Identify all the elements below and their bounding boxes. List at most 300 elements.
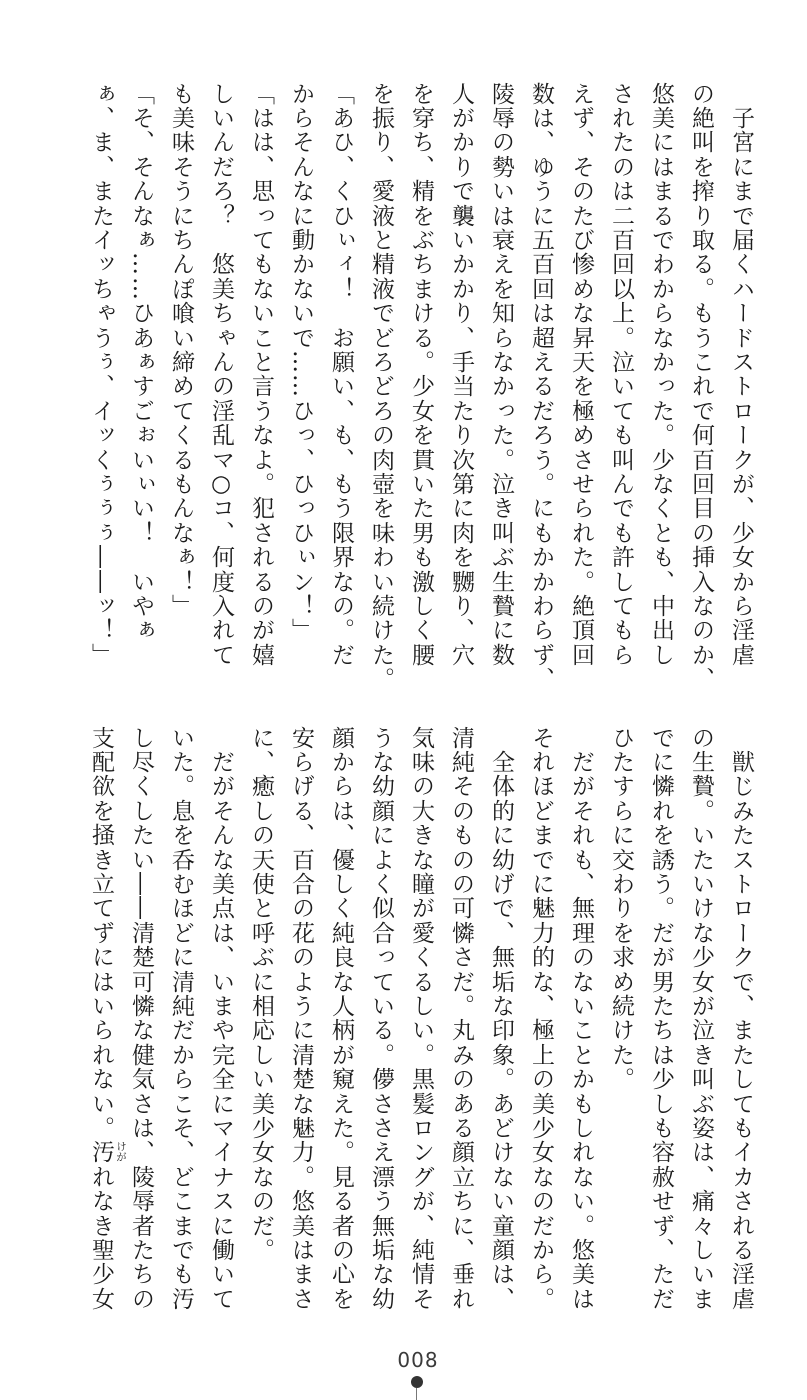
glyph: 、 <box>208 520 234 544</box>
glyph: れ <box>728 1213 754 1237</box>
glyph: 、 <box>408 1213 434 1237</box>
glyph: れ <box>88 1164 114 1188</box>
glyph: れ <box>568 823 594 847</box>
glyph: る <box>248 569 274 593</box>
glyph: 陵 <box>488 81 514 105</box>
glyph: 少 <box>688 945 714 969</box>
glyph: の <box>328 593 354 617</box>
glyph: な <box>688 920 714 944</box>
glyph: に <box>208 1213 234 1237</box>
glyph: だ <box>448 969 474 993</box>
glyph: 超 <box>528 325 554 349</box>
glyph: な <box>368 1262 394 1286</box>
glyph: し <box>248 1042 274 1066</box>
glyph: ぶ <box>488 545 514 569</box>
glyph: て <box>168 398 194 422</box>
glyph: 味 <box>408 750 434 774</box>
glyph: 中 <box>648 593 674 617</box>
glyph: 、 <box>88 154 114 178</box>
glyph: 天 <box>248 847 274 871</box>
glyph: 搾 <box>688 179 714 203</box>
glyph: 「 <box>248 81 274 105</box>
glyph: ず <box>648 1213 674 1237</box>
glyph: 、 <box>648 1237 674 1261</box>
glyph: ま <box>408 276 434 300</box>
glyph: 汚 <box>88 1140 114 1164</box>
glyph: そ <box>568 798 594 822</box>
glyph: 可 <box>128 969 154 993</box>
text-block-top <box>89 81 753 691</box>
glyph: 美 <box>648 106 674 130</box>
text-column <box>569 81 593 666</box>
glyph: … <box>288 349 314 373</box>
glyph: 淫 <box>208 398 234 422</box>
glyph: け <box>688 896 714 920</box>
glyph <box>129 544 153 568</box>
glyph: の <box>448 798 474 822</box>
text-column <box>729 81 753 666</box>
text-column <box>489 81 513 666</box>
glyph: ご <box>128 398 154 422</box>
glyph: ぅ <box>88 496 114 520</box>
glyph: え <box>368 1140 394 1164</box>
glyph: 、 <box>448 1237 474 1261</box>
glyph: か <box>728 569 754 593</box>
glyph: で <box>688 398 714 422</box>
glyph: る <box>168 447 194 471</box>
glyph: い <box>488 1189 514 1213</box>
glyph: ぅ <box>88 349 114 373</box>
glyph: コ <box>208 496 234 520</box>
glyph: 許 <box>608 545 634 569</box>
glyph: お <box>328 325 354 349</box>
glyph: い <box>448 228 474 252</box>
glyph: も <box>568 847 594 871</box>
glyph: ら <box>528 618 554 642</box>
glyph: 贄 <box>688 774 714 798</box>
glyph: 、 <box>328 447 354 471</box>
glyph: イ <box>88 398 114 422</box>
glyph: 力 <box>288 1140 314 1164</box>
glyph: う <box>528 447 554 471</box>
glyph: は <box>528 106 554 130</box>
glyph: 入 <box>688 569 714 593</box>
glyph: 純 <box>328 920 354 944</box>
glyph: ど <box>368 325 394 349</box>
glyph: イ <box>208 1140 234 1164</box>
glyph: れ <box>568 1140 594 1164</box>
glyph: ま <box>208 993 234 1017</box>
glyph: し <box>408 593 434 617</box>
text-column <box>449 81 473 666</box>
glyph: に <box>248 725 274 749</box>
glyph: 泣 <box>688 1018 714 1042</box>
glyph: 気 <box>408 725 434 749</box>
glyph: か <box>328 750 354 774</box>
glyph: る <box>408 969 434 993</box>
glyph: ス <box>728 349 754 373</box>
glyph: れ <box>568 520 594 544</box>
glyph: わ <box>648 252 674 276</box>
glyph: そ <box>128 154 154 178</box>
glyph: く <box>408 618 434 642</box>
glyph: か <box>168 1042 194 1066</box>
glyph: ス <box>728 847 754 871</box>
glyph: 、 <box>528 667 554 691</box>
glyph: に <box>288 1018 314 1042</box>
glyph: あ <box>328 106 354 130</box>
glyph: ち <box>128 1262 154 1286</box>
glyph: 顔 <box>448 1140 474 1164</box>
glyph: か <box>648 276 674 300</box>
glyph: 第 <box>448 471 474 495</box>
glyph: け <box>408 301 434 325</box>
glyph: う <box>368 725 394 749</box>
glyph: た <box>488 423 514 447</box>
glyph: さ <box>448 945 474 969</box>
glyph: 誘 <box>648 847 674 871</box>
glyph: う <box>368 1189 394 1213</box>
glyph: 叫 <box>488 520 514 544</box>
glyph: が <box>448 106 474 130</box>
glyph: 垂 <box>448 1262 474 1286</box>
glyph: 美 <box>568 1262 594 1286</box>
glyph: え <box>528 349 554 373</box>
glyph: ら <box>288 106 314 130</box>
glyph: グ <box>408 1164 434 1188</box>
glyph: な <box>128 1018 154 1042</box>
glyph: い <box>408 1018 434 1042</box>
glyph: 々 <box>688 1213 714 1237</box>
glyph: 美 <box>528 1091 554 1115</box>
glyph: も <box>168 471 194 495</box>
glyph: だ <box>168 1018 194 1042</box>
glyph: 締 <box>168 349 194 373</box>
text-column <box>649 725 673 1310</box>
glyph: 。 <box>328 1140 354 1164</box>
glyph: こ <box>168 1091 194 1115</box>
glyph: 「 <box>328 81 354 105</box>
glyph: の <box>208 374 234 398</box>
glyph: 応 <box>248 1018 274 1042</box>
glyph: ん <box>208 349 234 373</box>
glyph: く <box>408 945 434 969</box>
glyph: そ <box>168 154 194 178</box>
glyph: ろ <box>368 349 394 373</box>
glyph: ず <box>88 920 114 944</box>
glyph: て <box>208 1286 234 1310</box>
glyph: 当 <box>448 374 474 398</box>
glyph: さ <box>608 81 634 105</box>
glyph: 何 <box>688 423 714 447</box>
glyph: 出 <box>648 618 674 642</box>
glyph: 垢 <box>488 969 514 993</box>
glyph: わ <box>608 872 634 896</box>
glyph: 癒 <box>248 774 274 798</box>
glyph: は <box>248 106 274 130</box>
glyph: き <box>688 1042 714 1066</box>
glyph: れ <box>88 1042 114 1066</box>
glyph: る <box>288 798 314 822</box>
glyph: う <box>288 993 314 1017</box>
text-column <box>369 81 393 691</box>
glyph: も <box>568 1091 594 1115</box>
glyph: な <box>528 1164 554 1188</box>
glyph: 願 <box>328 349 354 373</box>
glyph: ひ <box>608 725 634 749</box>
glyph: 合 <box>368 920 394 944</box>
glyph: ぃ <box>328 228 354 252</box>
page-marker-line <box>416 1388 417 1400</box>
page-number: 008 <box>397 1348 439 1372</box>
glyph: 肉 <box>448 520 474 544</box>
glyph: … <box>128 252 154 276</box>
glyph: っ <box>248 203 274 227</box>
glyph: も <box>608 423 634 447</box>
glyph: ッ <box>88 593 114 617</box>
glyph: な <box>208 847 234 871</box>
glyph: 男 <box>648 969 674 993</box>
glyph: ら <box>568 496 594 520</box>
glyph: し <box>248 798 274 822</box>
glyph: 手 <box>448 349 474 373</box>
glyph: 。 <box>528 1286 554 1310</box>
glyph: の <box>448 847 474 871</box>
glyph: と <box>568 1042 594 1066</box>
glyph: だ <box>648 1286 674 1310</box>
glyph: ハ <box>728 276 754 300</box>
glyph: な <box>88 1067 114 1091</box>
glyph: 続 <box>368 593 394 617</box>
glyph: 立 <box>448 1164 474 1188</box>
glyph: か <box>648 349 674 373</box>
glyph: の <box>288 945 314 969</box>
glyph: は <box>288 1237 314 1261</box>
glyph: ぁ <box>128 228 154 252</box>
glyph: 憐 <box>128 993 154 1017</box>
text-column <box>649 81 673 666</box>
glyph: く <box>128 774 154 798</box>
glyph: ま <box>88 130 114 154</box>
glyph: に <box>88 945 114 969</box>
glyph: 衰 <box>488 228 514 252</box>
glyph: 配 <box>88 750 114 774</box>
glyph: 数 <box>528 81 554 105</box>
glyph: 、 <box>488 1286 514 1310</box>
glyph: だ <box>208 750 234 774</box>
glyph: 二 <box>608 203 634 227</box>
glyph: て <box>368 969 394 993</box>
glyph: の <box>688 725 714 749</box>
glyph: 勢 <box>488 154 514 178</box>
glyph: も <box>168 1262 194 1286</box>
text-column <box>289 81 313 642</box>
text-column <box>209 81 233 666</box>
glyph: ひ <box>288 471 314 495</box>
glyph: は <box>248 130 274 154</box>
glyph: ぁ <box>128 349 154 373</box>
glyph: ぉ <box>128 423 154 447</box>
glyph: 液 <box>368 276 394 300</box>
glyph: い <box>608 374 634 398</box>
glyph: の <box>528 1067 554 1091</box>
glyph: か <box>688 642 714 666</box>
glyph: い <box>368 993 394 1017</box>
glyph: 黒 <box>408 1067 434 1091</box>
glyph: は <box>88 969 114 993</box>
glyph: 男 <box>408 520 434 544</box>
glyph: し <box>728 1067 754 1091</box>
glyph: 、 <box>408 154 434 178</box>
glyph: 呑 <box>168 847 194 871</box>
glyph: も <box>528 520 554 544</box>
glyph: は <box>608 179 634 203</box>
glyph: ん <box>288 154 314 178</box>
glyph: い <box>248 301 274 325</box>
glyph: い <box>568 1189 594 1213</box>
glyph: か <box>488 374 514 398</box>
glyph: 純 <box>408 1237 434 1261</box>
glyph: 辱 <box>488 106 514 130</box>
glyph: 立 <box>88 872 114 896</box>
glyph: 汚 <box>168 1286 194 1310</box>
glyph: 窺 <box>328 1067 354 1091</box>
glyph: 。 <box>568 569 594 593</box>
glyph: 女 <box>688 969 714 993</box>
glyph: 瞳 <box>408 872 434 896</box>
glyph: 楚 <box>288 1067 314 1091</box>
glyph: ？ <box>208 203 234 227</box>
glyph: 全 <box>488 750 514 774</box>
glyph: 味 <box>168 130 194 154</box>
glyph: 犯 <box>248 496 274 520</box>
glyph: 幼 <box>368 774 394 798</box>
page-marker-dot-icon <box>411 1376 423 1388</box>
glyph: ぅ <box>88 471 114 495</box>
glyph: 求 <box>608 945 634 969</box>
glyph: な <box>568 301 594 325</box>
glyph: の <box>568 179 594 203</box>
glyph: イ <box>728 1140 754 1164</box>
glyph: こ <box>568 1018 594 1042</box>
glyph: 童 <box>488 1213 514 1237</box>
glyph: い <box>208 1262 234 1286</box>
glyph: い <box>368 569 394 593</box>
glyph: 穴 <box>448 642 474 666</box>
glyph: い <box>688 823 714 847</box>
glyph: を <box>408 423 434 447</box>
glyph: 象 <box>488 1042 514 1066</box>
glyph: あ <box>448 1091 474 1115</box>
glyph: も <box>328 423 354 447</box>
glyph: 数 <box>488 642 514 666</box>
text-column <box>449 725 473 1310</box>
glyph: 届 <box>728 228 754 252</box>
glyph: き <box>488 496 514 520</box>
glyph: 愛 <box>408 920 434 944</box>
glyph: 見 <box>328 1164 354 1188</box>
glyph: ら <box>728 593 754 617</box>
glyph: ー <box>728 423 754 447</box>
glyph: で <box>488 896 514 920</box>
glyph: ゆ <box>528 154 554 178</box>
glyph: ず <box>528 642 554 666</box>
glyph: 。 <box>648 423 674 447</box>
text-column <box>609 725 633 1091</box>
glyph: ま <box>728 179 754 203</box>
glyph: た <box>728 823 754 847</box>
glyph: も <box>608 618 634 642</box>
glyph: の <box>328 1237 354 1261</box>
glyph: 聖 <box>88 1237 114 1261</box>
glyph: 以 <box>608 276 634 300</box>
glyph: の <box>688 520 714 544</box>
glyph: ー <box>728 920 754 944</box>
glyph: め <box>608 969 634 993</box>
glyph: う <box>168 179 194 203</box>
glyph: き <box>408 823 434 847</box>
glyph: な <box>488 993 514 1017</box>
glyph: に <box>648 130 674 154</box>
glyph: ま <box>168 1213 194 1237</box>
glyph: な <box>488 1164 514 1188</box>
glyph: ど <box>488 1115 514 1139</box>
glyph: … <box>128 276 154 300</box>
glyph: ぶ <box>248 945 274 969</box>
glyph: ま <box>88 179 114 203</box>
glyph: え <box>328 1091 354 1115</box>
glyph: ぃ <box>288 545 314 569</box>
glyph: 少 <box>648 1067 674 1091</box>
glyph: る <box>728 1237 754 1261</box>
glyph: ん <box>208 823 234 847</box>
glyph: の <box>568 945 594 969</box>
glyph <box>489 725 513 749</box>
glyph: い <box>288 301 314 325</box>
glyph: ん <box>168 496 194 520</box>
glyph: み <box>448 1042 474 1066</box>
glyph: 虐 <box>728 1286 754 1310</box>
glyph: さ <box>728 1189 754 1213</box>
glyph: 、 <box>328 823 354 847</box>
glyph: 似 <box>368 896 394 920</box>
glyph: 合 <box>288 872 314 896</box>
glyph: い <box>208 106 234 130</box>
glyph: 清 <box>288 1042 314 1066</box>
glyph: ロ <box>408 1115 434 1139</box>
glyph: に <box>488 618 514 642</box>
glyph: く <box>328 896 354 920</box>
glyph: 。 <box>408 1042 434 1066</box>
glyph: 無 <box>488 945 514 969</box>
glyph: を <box>568 374 594 398</box>
glyph: じ <box>728 774 754 798</box>
glyph: と <box>648 520 674 544</box>
glyph: 力 <box>528 920 554 944</box>
glyph: り <box>368 130 394 154</box>
glyph: 、 <box>288 823 314 847</box>
glyph: け <box>488 1140 514 1164</box>
glyph: で <box>648 228 674 252</box>
glyph: く <box>648 496 674 520</box>
glyph: ― <box>128 872 154 896</box>
glyph: の <box>688 618 714 642</box>
glyph: 入 <box>208 593 234 617</box>
glyph: る <box>328 1189 354 1213</box>
glyph: 惨 <box>568 252 594 276</box>
glyph: ん <box>128 179 154 203</box>
glyph: 。 <box>448 993 474 1017</box>
